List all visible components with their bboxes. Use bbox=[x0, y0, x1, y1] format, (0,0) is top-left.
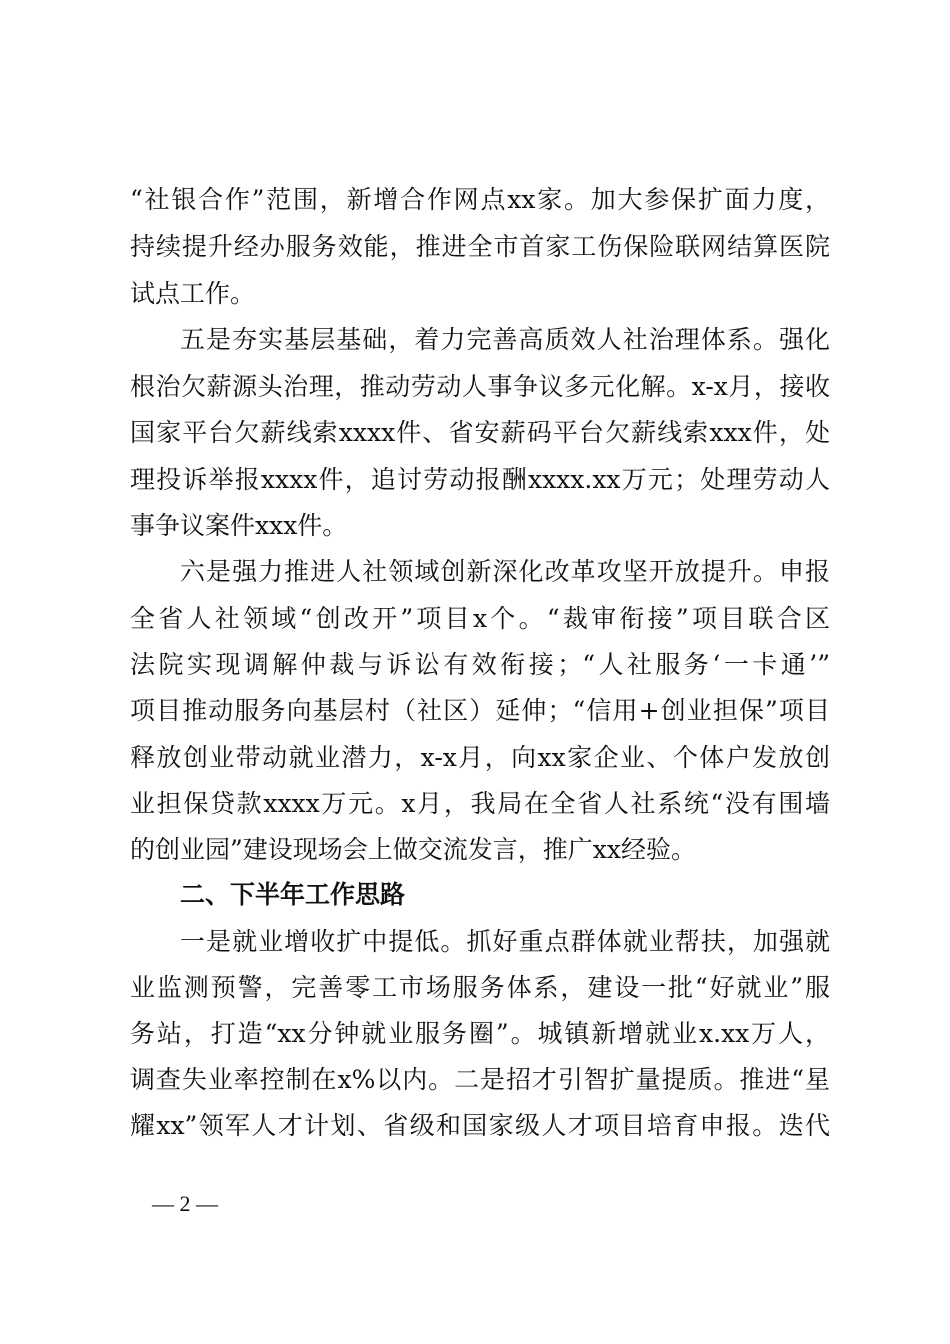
paragraph-line: 调查失业率控制在x%以内。二是招才引智扩量提质。推进“星 bbox=[130, 1065, 830, 1094]
paragraph-line: “社银合作”范围，新增合作网点xx家。加大参保扩面力度， bbox=[130, 185, 830, 214]
page-number: — 2 — bbox=[152, 1191, 218, 1216]
paragraph-line: 试点工作。 bbox=[130, 279, 256, 308]
paragraph-line: 项目推动服务向基层村（社区）延伸；“信用+创业担保”项目 bbox=[130, 696, 830, 725]
paragraph-line: 释放创业带动就业潜力，x-x月，向xx家企业、个体户发放创 bbox=[130, 743, 830, 772]
paragraph-line: 国家平台欠薪线索xxxx件、省安薪码平台欠薪线索xxx件，处 bbox=[130, 418, 830, 447]
paragraph-line: 事争议案件xxx件。 bbox=[130, 511, 348, 540]
paragraph-line: 务站，打造“xx分钟就业服务圈”。城镇新增就业x.xx万人， bbox=[130, 1019, 830, 1048]
paragraph-line: 持续提升经办服务效能，推进全市首家工伤保险联网结算医院 bbox=[130, 232, 830, 261]
paragraph-line: 一是就业增收扩中提低。抓好重点群体就业帮扶，加强就 bbox=[180, 927, 830, 956]
paragraph-line: 根治欠薪源头治理，推动劳动人事争议多元化解。x-x月，接收 bbox=[130, 372, 830, 401]
paragraph-line: 业监测预警，完善零工市场服务体系，建设一批“好就业”服 bbox=[130, 973, 830, 1002]
paragraph-line: 全省人社领域“创改开”项目x个。“裁审衔接”项目联合区 bbox=[130, 604, 830, 633]
section-heading: 二、下半年工作思路 bbox=[180, 880, 406, 909]
paragraph-line: 五是夯实基层基础，着力完善高质效人社治理体系。强化 bbox=[180, 325, 830, 354]
paragraph-line: 六是强力推进人社领域创新深化改革攻坚开放提升。申报 bbox=[180, 557, 830, 586]
paragraph-line: 的创业园”建设现场会上做交流发言，推广xx经验。 bbox=[130, 835, 696, 864]
paragraph-line: 业担保贷款xxxx万元。x月，我局在全省人社系统“没有围墙 bbox=[130, 789, 830, 818]
paragraph-line: 耀xx”领军人才计划、省级和国家级人才项目培育申报。迭代 bbox=[130, 1111, 830, 1140]
paragraph-line: 法院实现调解仲裁与诉讼有效衔接；“人社服务‘一卡通’” bbox=[130, 650, 830, 679]
paragraph-line: 理投诉举报xxxx件，追讨劳动报酬xxxx.xx万元；处理劳动人 bbox=[130, 465, 830, 494]
